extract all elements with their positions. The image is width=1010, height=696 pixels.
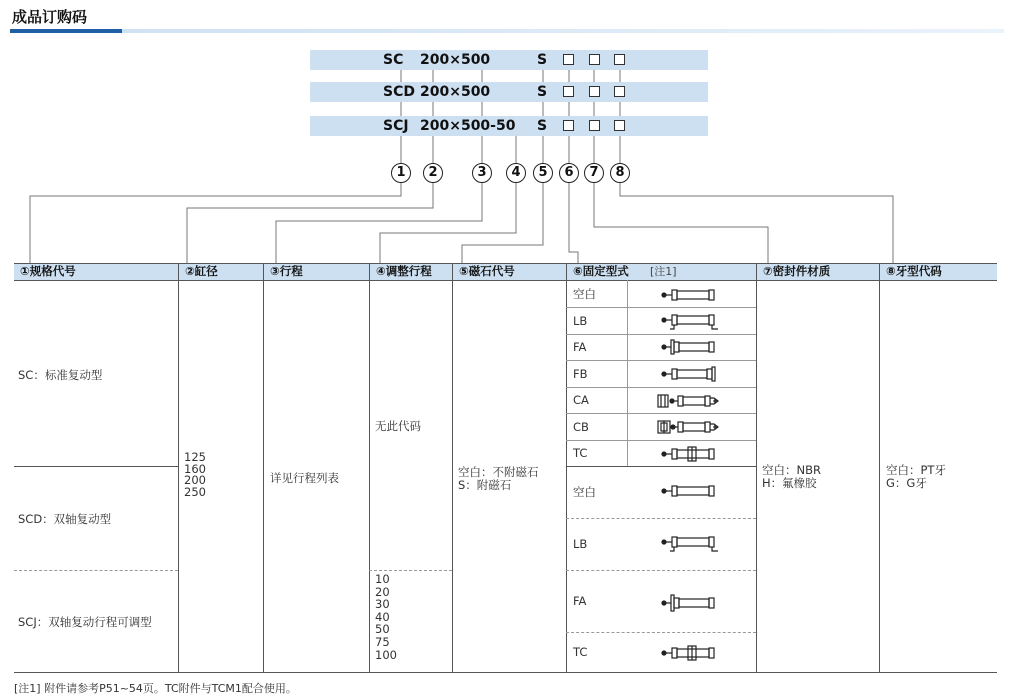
- page-title: 成品订购码: [12, 8, 88, 26]
- code-prefix: SCD: [383, 84, 415, 100]
- code-prefix: SCJ: [383, 118, 409, 134]
- position-circle-5: 5: [533, 163, 553, 183]
- code-magnet: S: [537, 118, 548, 134]
- col-divider: [756, 263, 757, 672]
- footnote: [注1] 附件请参考P51~54页。TC附件与TCM1配合使用。: [14, 682, 297, 695]
- mount-label: TC: [573, 645, 588, 659]
- adjust-none-text: 无此代码: [375, 419, 421, 433]
- col-divider: [452, 263, 453, 672]
- cylinder-double-flange-icon: [660, 594, 720, 612]
- mount-row-divider: [566, 570, 756, 571]
- mount-row-divider: [566, 307, 756, 308]
- cylinder-trunnion-icon: [660, 446, 720, 462]
- mount-label: 空白: [573, 287, 596, 301]
- cylinder-front-flange-icon: [660, 339, 720, 355]
- header-stroke: ③行程: [270, 264, 303, 278]
- position-circle-4: 4: [506, 163, 526, 183]
- header-bore: ②缸径: [185, 264, 218, 278]
- code-size: 200×500: [420, 84, 491, 100]
- position-circle-2: 2: [423, 163, 443, 183]
- spec-scd: SCD：双轴复动型: [18, 512, 112, 526]
- col-divider: [178, 263, 179, 672]
- cylinder-double-foot-icon: [660, 535, 726, 553]
- cylinder-basic-icon: [660, 288, 720, 302]
- header-spec: ①规格代号: [20, 264, 76, 278]
- position-circle-3: 3: [472, 163, 492, 183]
- mount-label: TC: [573, 446, 588, 460]
- header-mount: ⑥固定型式: [573, 264, 629, 278]
- position-circle-6: 6: [559, 163, 579, 183]
- cylinder-clevis-cb-icon: [656, 419, 724, 435]
- position-circle-7: 7: [584, 163, 604, 183]
- table-bottom-border: [14, 672, 997, 673]
- position-circle-8: 8: [610, 163, 630, 183]
- code-prefix: SC: [383, 52, 404, 68]
- mount-label: FA: [573, 594, 587, 608]
- code-size: 200×500-50: [420, 118, 516, 134]
- mount-group-divider: [566, 466, 756, 467]
- mount-label: 空白: [573, 485, 596, 499]
- code-size: 200×500: [420, 52, 491, 68]
- col-divider: [879, 263, 880, 672]
- col-divider: [369, 263, 370, 672]
- cylinder-foot-icon: [660, 313, 726, 331]
- magnet-text: 空白：不附磁石 S：附磁石: [458, 465, 539, 492]
- mount-row-divider: [566, 387, 756, 388]
- seal-text: 空白：NBR H：氟橡胶: [762, 463, 821, 490]
- adjust-divider: [369, 570, 452, 571]
- adjust-values: 10 20 30 40 50 75 100: [375, 572, 397, 662]
- header-seal: ⑦密封件材质: [763, 264, 831, 278]
- header-thread: ⑧牙型代码: [886, 264, 942, 278]
- mount-label: FB: [573, 367, 588, 381]
- spec-divider: [14, 570, 178, 571]
- header-adjust: ④调整行程: [376, 264, 432, 278]
- mount-label: LB: [573, 314, 588, 328]
- stroke-text: 详见行程列表: [270, 471, 339, 485]
- cylinder-double-trunnion-icon: [660, 645, 720, 661]
- spec-divider: [14, 466, 178, 467]
- bore-values: 125 160 200 250: [184, 450, 206, 499]
- mount-label: CA: [573, 393, 589, 407]
- cylinder-rear-flange-icon: [660, 366, 722, 382]
- mount-row-divider: [566, 334, 756, 335]
- mount-label: LB: [573, 537, 588, 551]
- table-top-border: [14, 263, 997, 264]
- col-divider: [263, 263, 264, 672]
- col-divider: [566, 263, 567, 672]
- spec-scj: SCJ：双轴复动行程可调型: [18, 615, 152, 629]
- header-bottom-border: [14, 280, 997, 281]
- cylinder-clevis-ca-icon: [656, 393, 724, 409]
- position-circle-1: 1: [391, 163, 411, 183]
- mount-row-divider: [566, 440, 756, 441]
- mount-label: CB: [573, 420, 589, 434]
- cylinder-double-basic-icon: [660, 484, 720, 498]
- header-magnet: ⑤磁石代号: [459, 264, 515, 278]
- mount-row-divider: [566, 360, 756, 361]
- col-divider-inner: [627, 280, 628, 467]
- mount-row-divider: [566, 518, 756, 519]
- mount-row-divider: [566, 413, 756, 414]
- spec-sc: SC：标准复动型: [18, 368, 103, 382]
- header-mount-note: [注1]: [650, 265, 677, 278]
- code-magnet: S: [537, 84, 548, 100]
- mount-label: FA: [573, 340, 587, 354]
- mount-row-divider: [566, 632, 756, 633]
- code-magnet: S: [537, 52, 548, 68]
- thread-text: 空白：PT牙 G：G牙: [886, 463, 946, 490]
